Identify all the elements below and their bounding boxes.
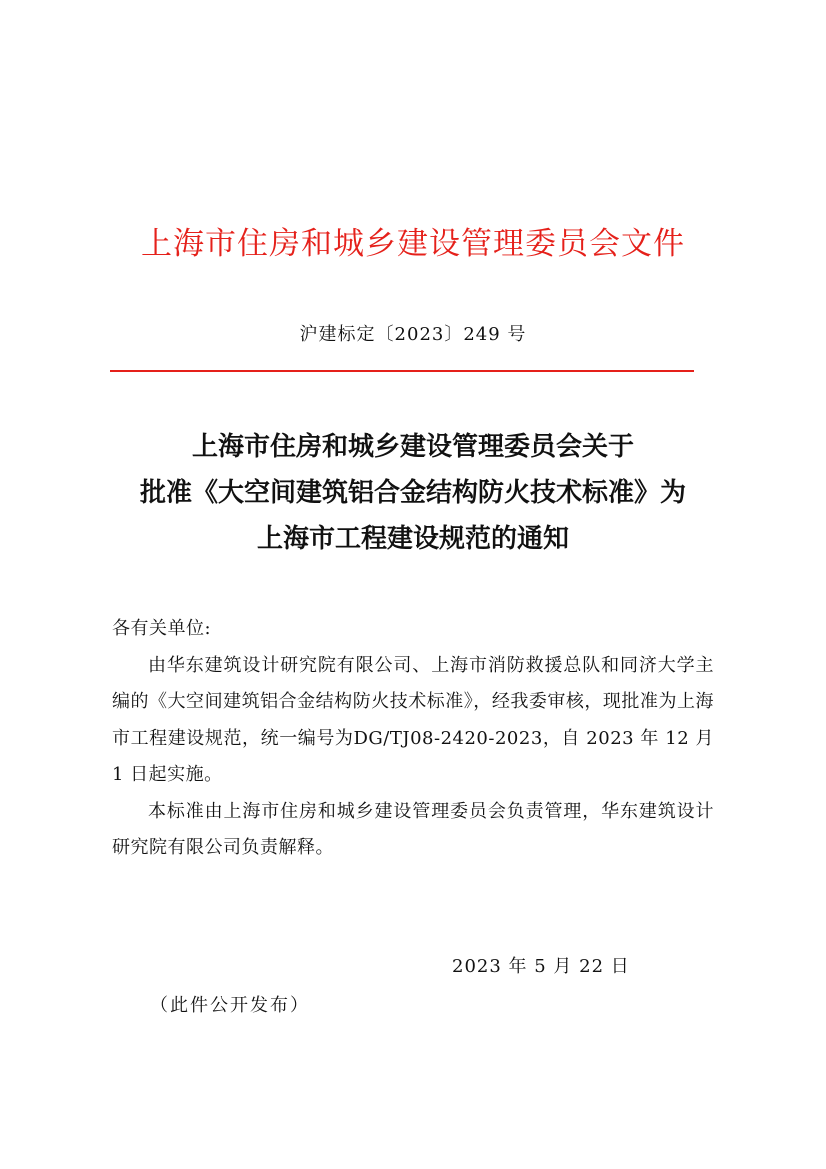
red-divider-line xyxy=(110,370,694,372)
salutation: 各有关单位: xyxy=(112,618,212,639)
title-line-1: 上海市住房和城乡建设管理委员会关于 xyxy=(191,432,634,462)
document-number: 沪建标定〔2023〕249 号 xyxy=(299,324,527,345)
notice-title xyxy=(0,424,826,562)
notice-body xyxy=(112,611,714,867)
release-note: （此件公开发布） xyxy=(150,995,310,1016)
body-paragraph-2: 本标准由上海市住房和城乡建设管理委员会负责管理，华东建筑设计研究院有限公司负责解释。 xyxy=(112,800,714,858)
title-line-2: 批准《大空间建筑铝合金结构防火技术标准》为 xyxy=(139,478,686,508)
body-paragraph-1: 由华东建筑设计研究院有限公司、上海市消防救援总队和同济大学主编的《大空间建筑铝合金结构防火技术标准》，经我委审核，现批准为上海市工程建设规范，统一编号为DG/TJ08-2420-2023，自 2023 年 12 月 1 日起实施。 xyxy=(112,654,714,785)
issue-date: 2023 年 5 月 22 日 xyxy=(452,956,630,977)
letterhead-title: 上海市住房和城乡建设管理委员会文件 xyxy=(141,226,685,262)
title-line-3: 上海市工程建设规范的通知 xyxy=(256,524,569,554)
